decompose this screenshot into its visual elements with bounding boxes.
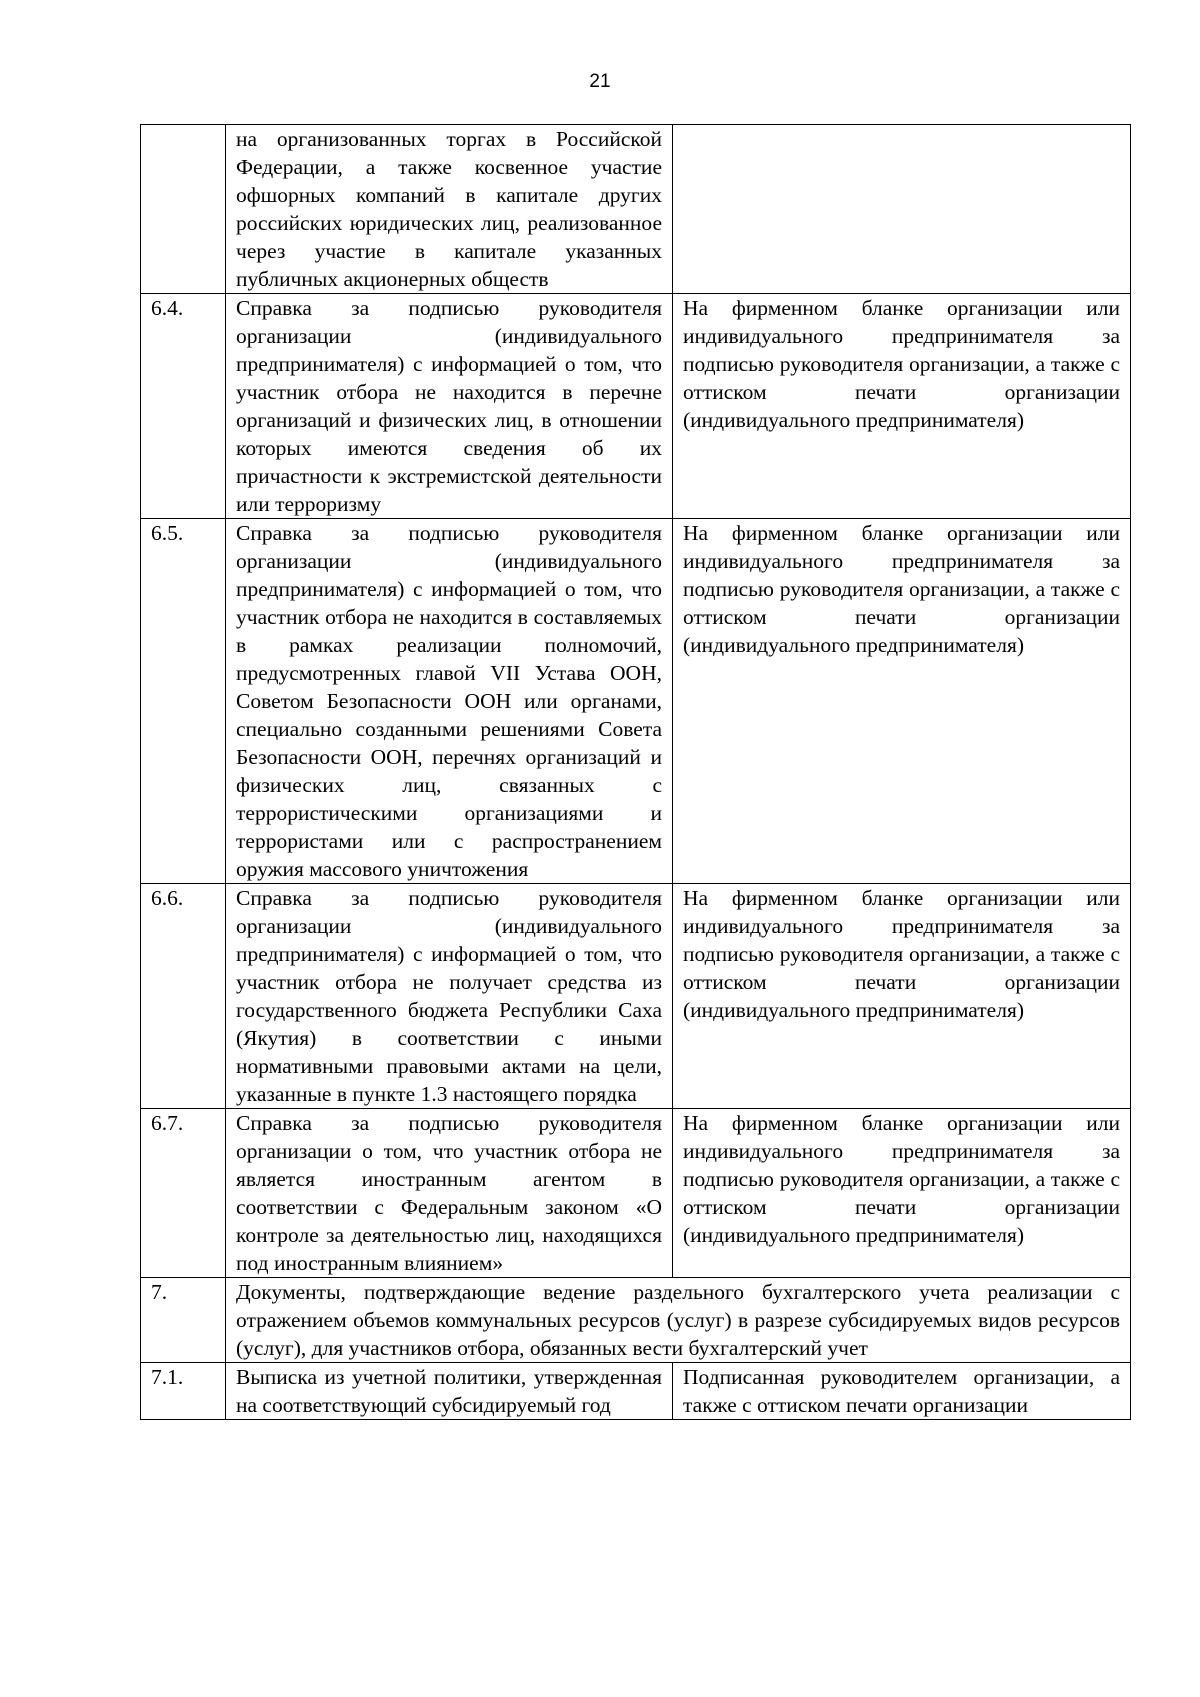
document-description: Справка за подписью руководителя организации (индивидуального предпринимателя) с информацией о том, что участник отбора не получает средства из государственного бюджета Республики Саха (Якутия) в соответствии с иными нормативными правовыми актами на цели, указанные в пункте 1.3 настоящего порядка [226,884,673,1109]
table-row [141,884,1131,1109]
row-number: 6.4. [141,294,226,519]
row-number: 7.1. [141,1363,226,1420]
document-description: Справка за подписью руководителя организации (индивидуального предпринимателя) с информацией о том, что участник отбора не находится в перечне организаций и физических лиц, в отношении которых имеются сведения об их причастности к экстремистской деятельности или терроризму [226,294,673,519]
document-requirements: На фирменном бланке организации или индивидуального предпринимателя за подписью руководителя организации, а также с оттиском печати организации (индивидуального предпринимателя) [673,884,1131,1109]
document-requirements: На фирменном бланке организации или индивидуального предпринимателя за подписью руководителя организации, а также с оттиском печати организации (индивидуального предпринимателя) [673,1109,1131,1278]
row-number: 6.5. [141,519,226,884]
table-row [141,294,1131,519]
document-description: на организованных торгах в Российской Федерации, а также косвенное участие офшорных компаний в капитале других российских юридических лиц, реализованное через участие в капитале указанных публичных акционерных обществ [226,125,673,294]
document-requirements: Подписанная руководителем организации, а также с оттиском печати организации [673,1363,1131,1420]
document-description: Выписка из учетной политики, утвержденная на соответствующий субсидируемый год [226,1363,673,1420]
requirements-table [140,124,1131,1420]
row-number [141,125,226,294]
document-requirements: На фирменном бланке организации или индивидуального предпринимателя за подписью руководителя организации, а также с оттиском печати организации (индивидуального предпринимателя) [673,294,1131,519]
page-number: 21 [589,71,611,92]
document-requirements: На фирменном бланке организации или индивидуального предпринимателя за подписью руководителя организации, а также с оттиском печати организации (индивидуального предпринимателя) [673,519,1131,884]
document-description: Справка за подписью руководителя организации (индивидуального предпринимателя) с информацией о том, что участник отбора не находится в составляемых в рамках реализации полномочий, предусмотренных главой VII Устава ООН, Советом Безопасности ООН или органами, специально созданными решениями Совета Безопасности ООН, перечнях организаций и физических лиц, связанных с террористическими организациями и террористами или с распространением оружия массового уничтожения [226,519,673,884]
document-description: Справка за подписью руководителя организации о том, что участник отбора не является иностранным агентом в соответствии с Федеральным законом «О контроле за деятельностью лиц, находящихся под иностранным влиянием» [226,1109,673,1278]
table-row [141,1363,1131,1420]
section-heading: Документы, подтверждающие ведение раздельного бухгалтерского учета реализации с отражением объемов коммунальных ресурсов (услуг) в разрезе субсидируемых видов ресурсов (услуг), для участников отбора, обязанных вести бухгалтерский учет [226,1278,1131,1363]
table-row [141,125,1131,294]
row-number: 6.6. [141,884,226,1109]
section-row [141,1278,1131,1363]
document-requirements [673,125,1131,294]
row-number: 6.7. [141,1109,226,1278]
table-row [141,1109,1131,1278]
table-row [141,519,1131,884]
row-number: 7. [141,1278,226,1363]
